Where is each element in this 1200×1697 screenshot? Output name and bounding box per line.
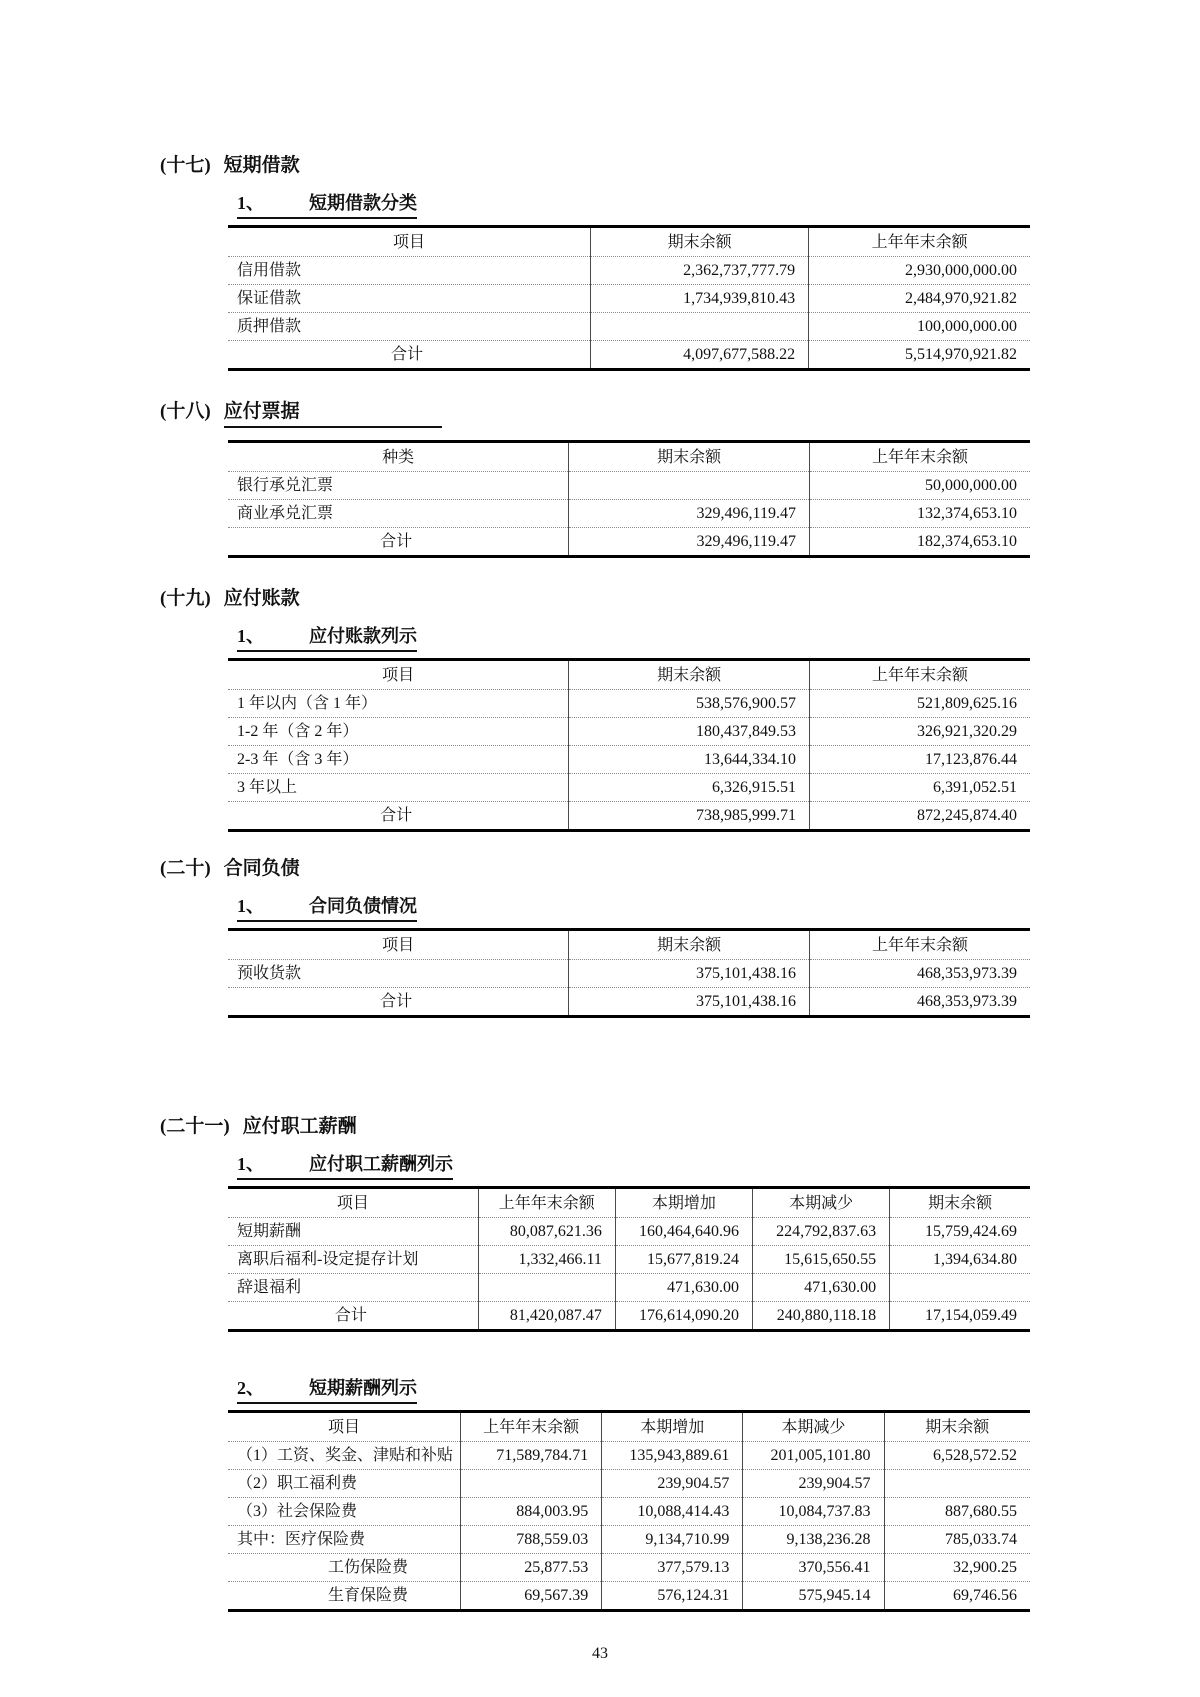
amount-cell: 6,528,572.52	[884, 1442, 1030, 1470]
table-row	[228, 690, 1030, 718]
amount-cell: 375,101,438.16	[569, 960, 810, 988]
column-header: 本期增加	[615, 1188, 752, 1218]
section-number: (二十一)	[160, 1116, 230, 1137]
total-row-label: 合计	[334, 1307, 367, 1324]
row-label: 工伤保险费	[228, 1554, 461, 1582]
total-row-label: 合计	[380, 993, 413, 1010]
amount-cell: 180,437,849.53	[569, 718, 810, 746]
amount-cell: 785,033.74	[884, 1526, 1030, 1554]
section-employee-compensation	[0, 1114, 1200, 1612]
row-label: 生育保险费	[328, 1587, 409, 1604]
financial-table	[228, 658, 1030, 832]
section-number: (十八)	[160, 401, 211, 422]
amount-cell: 6,326,915.51	[569, 774, 810, 802]
column-header: 本期增加	[602, 1412, 743, 1442]
amount-cell: 17,154,059.49	[890, 1302, 1030, 1331]
amount-cell: 576,124.31	[602, 1582, 743, 1611]
row-label: 1 年以内（含 1 年）	[228, 690, 569, 718]
subsection-heading	[237, 1152, 1200, 1180]
section-heading	[160, 153, 1200, 179]
amount-cell: 201,005,101.80	[743, 1442, 884, 1470]
amount-cell: 13,644,334.10	[569, 746, 810, 774]
section-title: 合同负债	[223, 858, 300, 879]
amount-cell: 240,880,118.18	[753, 1302, 890, 1331]
section-heading	[160, 586, 1200, 612]
subsection-number: 1、	[237, 626, 264, 646]
column-header: 项目	[228, 1188, 478, 1218]
amount-cell: 1,734,939,810.43	[591, 285, 809, 313]
column-header: 期末余额	[591, 227, 809, 257]
financial-table	[228, 440, 1030, 558]
amount-cell: 17,123,876.44	[809, 746, 1030, 774]
amount-cell: 80,087,621.36	[478, 1218, 615, 1246]
amount-cell: 377,579.13	[602, 1554, 743, 1582]
amount-cell: 884,003.95	[461, 1498, 602, 1526]
table-row	[228, 1442, 1030, 1470]
row-label: 其中：医疗保险费	[228, 1526, 461, 1554]
amount-cell: 81,420,087.47	[478, 1302, 615, 1331]
table-row	[228, 774, 1030, 802]
column-header: 种类	[228, 442, 569, 472]
subsection-title: 短期借款分类	[309, 193, 417, 213]
section-title: 应付账款	[223, 588, 300, 609]
column-header: 项目	[228, 1412, 461, 1442]
subsection-number: 2、	[237, 1378, 264, 1398]
amount-cell: 468,353,973.39	[809, 960, 1030, 988]
row-label: （2）职工福利费	[228, 1470, 461, 1498]
column-header: 期末余额	[569, 930, 810, 960]
row-label: 质押借款	[228, 313, 591, 341]
column-header: 项目	[228, 930, 569, 960]
column-header: 上年年末余额	[809, 930, 1030, 960]
row-label: 保证借款	[228, 285, 591, 313]
section-heading	[160, 856, 1200, 882]
table-row	[228, 500, 1030, 528]
amount-cell	[478, 1274, 615, 1302]
section-number: (十七)	[160, 155, 211, 176]
header-row	[228, 930, 1030, 960]
amount-cell: 872,245,874.40	[809, 802, 1030, 831]
total-row-label: 合计	[390, 346, 423, 363]
column-header: 本期减少	[753, 1188, 890, 1218]
section-title: 应付票据	[224, 399, 442, 428]
amount-cell	[890, 1274, 1030, 1302]
column-header: 上年年末余额	[809, 660, 1030, 690]
table-row	[228, 1470, 1030, 1498]
subsection-title: 合同负债情况	[309, 896, 417, 916]
amount-cell: 176,614,090.20	[615, 1302, 752, 1331]
section-contract-liabilities	[0, 856, 1200, 1018]
section-heading	[160, 399, 1200, 428]
table-row	[228, 313, 1030, 341]
section-notes-payable	[0, 399, 1200, 558]
total-row-label: 合计	[380, 807, 413, 824]
amount-cell: 887,680.55	[884, 1498, 1030, 1526]
amount-cell: 25,877.53	[461, 1554, 602, 1582]
table-row	[228, 1218, 1030, 1246]
amount-cell: 224,792,837.63	[753, 1218, 890, 1246]
row-label: 1-2 年（含 2 年）	[228, 718, 569, 746]
column-header: 上年年末余额	[478, 1188, 615, 1218]
amount-cell: 471,630.00	[615, 1274, 752, 1302]
row-label: 离职后福利-设定提存计划	[228, 1246, 478, 1274]
section-accounts-payable	[0, 586, 1200, 832]
amount-cell: 788,559.03	[461, 1526, 602, 1554]
row-label: 银行承兑汇票	[228, 472, 569, 500]
subsection-title: 应付职工薪酬列示	[309, 1154, 453, 1174]
row-label: 辞退福利	[228, 1274, 478, 1302]
amount-cell: 100,000,000.00	[809, 313, 1030, 341]
row-label: （1）工资、奖金、津贴和补贴	[228, 1442, 461, 1470]
subsection-title: 短期薪酬列示	[309, 1378, 417, 1398]
amount-cell: 4,097,677,588.22	[591, 341, 809, 370]
row-label: 3 年以上	[228, 774, 569, 802]
column-header: 期末余额	[569, 442, 810, 472]
table-row	[228, 1554, 1030, 1582]
column-header: 上年年末余额	[461, 1412, 602, 1442]
amount-cell: 521,809,625.16	[809, 690, 1030, 718]
financial-table	[228, 225, 1030, 371]
amount-cell: 132,374,653.10	[809, 500, 1030, 528]
amount-cell: 182,374,653.10	[809, 528, 1030, 557]
column-header: 本期减少	[743, 1412, 884, 1442]
subsection-heading	[237, 624, 1200, 652]
table-row	[228, 472, 1030, 500]
accounts-payable-table	[228, 658, 1030, 832]
amount-cell: 375,101,438.16	[569, 988, 810, 1017]
amount-cell	[569, 472, 810, 500]
row-label: 短期薪酬	[228, 1218, 478, 1246]
row-label: 2-3 年（含 3 年）	[228, 746, 569, 774]
amount-cell: 2,930,000,000.00	[809, 257, 1030, 285]
amount-cell: 738,985,999.71	[569, 802, 810, 831]
section-heading	[160, 1114, 1200, 1140]
amount-cell: 329,496,119.47	[569, 500, 810, 528]
amount-cell: 69,567.39	[461, 1582, 602, 1611]
table-row	[228, 1246, 1030, 1274]
amount-cell: 135,943,889.61	[602, 1442, 743, 1470]
amount-cell: 9,134,710.99	[602, 1526, 743, 1554]
amount-cell: 471,630.00	[753, 1274, 890, 1302]
column-header: 上年年末余额	[809, 227, 1030, 257]
short-term-borrowings-table	[228, 225, 1030, 371]
amount-cell: 10,088,414.43	[602, 1498, 743, 1526]
header-row	[228, 1412, 1030, 1442]
amount-cell: 50,000,000.00	[809, 472, 1030, 500]
header-row	[228, 1188, 1030, 1218]
contract-liabilities-table	[228, 928, 1030, 1018]
section-short-term-borrowings	[0, 153, 1200, 371]
column-header: 期末余额	[890, 1188, 1030, 1218]
total-row	[228, 802, 1030, 831]
header-row	[228, 442, 1030, 472]
header-row	[228, 227, 1030, 257]
table-row	[228, 1274, 1030, 1302]
table-row	[228, 257, 1030, 285]
column-header: 期末余额	[569, 660, 810, 690]
total-row	[228, 988, 1030, 1017]
amount-cell: 69,746.56	[884, 1582, 1030, 1611]
amount-cell: 2,362,737,777.79	[591, 257, 809, 285]
section-title: 应付职工薪酬	[242, 1116, 357, 1137]
amount-cell: 538,576,900.57	[569, 690, 810, 718]
amount-cell: 239,904.57	[743, 1470, 884, 1498]
column-header: 期末余额	[884, 1412, 1030, 1442]
amount-cell	[884, 1470, 1030, 1498]
amount-cell	[461, 1470, 602, 1498]
employee-compensation-table	[228, 1186, 1030, 1332]
subsection-heading-text	[237, 624, 417, 652]
table-row	[228, 1498, 1030, 1526]
amount-cell: 15,615,650.55	[753, 1246, 890, 1274]
amount-cell: 329,496,119.47	[569, 528, 810, 557]
column-header: 项目	[228, 660, 569, 690]
total-row	[228, 341, 1030, 370]
row-label: 商业承兑汇票	[228, 500, 569, 528]
table-row	[228, 960, 1030, 988]
amount-cell: 6,391,052.51	[809, 774, 1030, 802]
subsection-number: 1、	[237, 896, 264, 916]
amount-cell: 239,904.57	[602, 1470, 743, 1498]
subsection-heading-text	[237, 1152, 453, 1180]
row-label: 信用借款	[228, 257, 591, 285]
amount-cell: 1,332,466.11	[478, 1246, 615, 1274]
total-row	[228, 1302, 1030, 1331]
amount-cell: 160,464,640.96	[615, 1218, 752, 1246]
amount-cell: 5,514,970,921.82	[809, 341, 1030, 370]
short-term-compensation-table	[228, 1410, 1030, 1612]
table-row	[228, 1526, 1030, 1554]
page-number: 43	[592, 1645, 608, 1662]
subsection-heading	[237, 191, 1200, 219]
subsection-heading-text	[237, 894, 417, 922]
amount-cell: 15,759,424.69	[890, 1218, 1030, 1246]
section-number: (十九)	[160, 588, 211, 609]
column-header: 项目	[228, 227, 591, 257]
total-row	[228, 528, 1030, 557]
subsection-heading	[237, 894, 1200, 922]
financial-table	[228, 1410, 1030, 1612]
financial-table	[228, 1186, 1030, 1332]
financial-table	[228, 928, 1030, 1018]
section-number: (二十)	[160, 858, 211, 879]
subsection-number: 1、	[237, 193, 264, 213]
amount-cell: 468,353,973.39	[809, 988, 1030, 1017]
subsection-heading	[237, 1376, 1200, 1404]
amount-cell: 575,945.14	[743, 1582, 884, 1611]
table-row	[228, 1582, 1030, 1611]
amount-cell: 370,556.41	[743, 1554, 884, 1582]
header-row	[228, 660, 1030, 690]
column-header: 上年年末余额	[809, 442, 1030, 472]
subsection-heading-text	[237, 1376, 417, 1404]
table-row	[228, 285, 1030, 313]
amount-cell: 10,084,737.83	[743, 1498, 884, 1526]
amount-cell: 71,589,784.71	[461, 1442, 602, 1470]
subsection-title: 应付账款列示	[309, 626, 417, 646]
amount-cell: 2,484,970,921.82	[809, 285, 1030, 313]
subsection-heading-text	[237, 191, 417, 219]
table-row	[228, 746, 1030, 774]
subsection-number: 1、	[237, 1154, 264, 1174]
amount-cell: 326,921,320.29	[809, 718, 1030, 746]
table-row	[228, 718, 1030, 746]
amount-cell: 32,900.25	[884, 1554, 1030, 1582]
amount-cell: 1,394,634.80	[890, 1246, 1030, 1274]
notes-payable-table	[228, 440, 1030, 558]
amount-cell: 9,138,236.28	[743, 1526, 884, 1554]
amount-cell	[591, 313, 809, 341]
row-label: 预收货款	[228, 960, 569, 988]
section-title: 短期借款	[223, 155, 300, 176]
amount-cell: 15,677,819.24	[615, 1246, 752, 1274]
total-row-label: 合计	[380, 533, 413, 550]
row-label: （3）社会保险费	[228, 1498, 461, 1526]
